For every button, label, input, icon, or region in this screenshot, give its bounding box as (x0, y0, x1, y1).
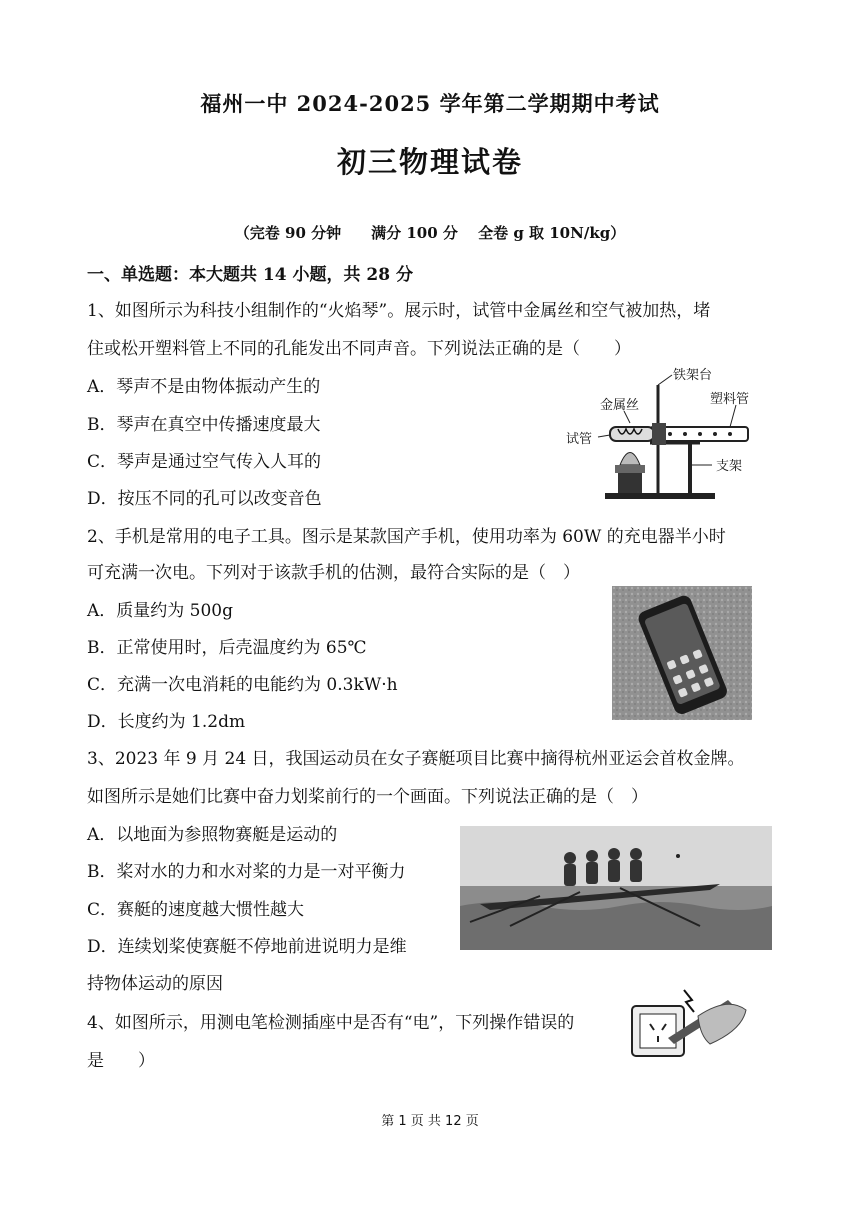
q1-line-2: 住或松开塑料管上不同的孔能发出不同声音。下列说法正确的是（ ） (87, 339, 631, 359)
exam-title: 福州一中 2024-2025 学年第二学期期中考试 (200, 91, 660, 116)
q2-line-1: 2、手机是常用的电子工具。图示是某款国产手机，使用功率为 60W 的充电器半小时 (87, 527, 726, 547)
q2-option-c: C．充满一次电消耗的电能约为 0.3kW·h (87, 675, 398, 695)
q1-line-1: 1、如图所示为科技小组制作的“火焰琴”。展示时，试管中金属丝和空气被加热，堵 (87, 301, 711, 321)
label-support: 支架 (716, 459, 743, 474)
q3-option-b: B．桨对水的力和水对桨的力是一对平衡力 (87, 862, 406, 882)
page-footer: 第 1 页 共 12 页 (381, 1114, 479, 1129)
q3-option-d: D．连续划桨使赛艇不停地前进说明力是维 (87, 937, 407, 957)
label-metal-wire: 金属丝 (600, 398, 640, 413)
label-test-tube: 试管 (566, 432, 593, 447)
q4-line-2: 是 ） (87, 1051, 155, 1071)
label-plastic-tube: 塑料管 (710, 392, 750, 407)
q1-option-d: D．按压不同的孔可以改变音色 (87, 489, 322, 509)
q1-option-c: C．琴声是通过空气传入人耳的 (87, 452, 322, 472)
q2-option-d: D．长度约为 1.2dm (87, 712, 246, 732)
q2-option-b: B．正常使用时，后壳温度约为 65℃ (87, 638, 367, 658)
q3-option-a: A．以地面为参照物赛艇是运动的 (87, 825, 338, 845)
exam-subtitle: 初三物理试卷 (336, 145, 523, 179)
q4-line-1: 4、如图所示，用测电笔检测插座中是否有“电”，下列操作错误的 (87, 1013, 575, 1033)
q3-line-2: 如图所示是她们比赛中奋力划桨前行的一个画面。下列说法正确的是（ ） (87, 787, 648, 807)
test-pen-socket-figure (628, 986, 748, 1062)
flame-harp-figure (560, 365, 775, 505)
q3-option-d-cont: 持物体运动的原因 (87, 974, 223, 994)
label-iron-stand: 铁架台 (673, 368, 713, 383)
phone-photo (612, 586, 752, 720)
q2-option-a: A．质量约为 500g (87, 601, 234, 621)
rowing-photo (460, 826, 772, 950)
q3-line-1: 3、2023 年 9 月 24 日，我国运动员在女子赛艇项目比赛中摘得杭州亚运会首枚金牌。 (87, 749, 745, 769)
section-heading: 一、单选题：本大题共 14 小题，共 28 分 (87, 265, 413, 285)
q2-line-2: 可充满一次电。下列对于该款手机的估测，最符合实际的是（ ） (87, 563, 580, 583)
q1-option-b: B．琴声在真空中传播速度最大 (87, 415, 321, 435)
q3-option-c: C．赛艇的速度越大惯性越大 (87, 900, 305, 920)
exam-info: （完卷 90 分钟 满分 100 分 全卷 g 取 10N/kg） (234, 224, 626, 242)
q1-option-a: A．琴声不是由物体振动产生的 (87, 377, 321, 397)
